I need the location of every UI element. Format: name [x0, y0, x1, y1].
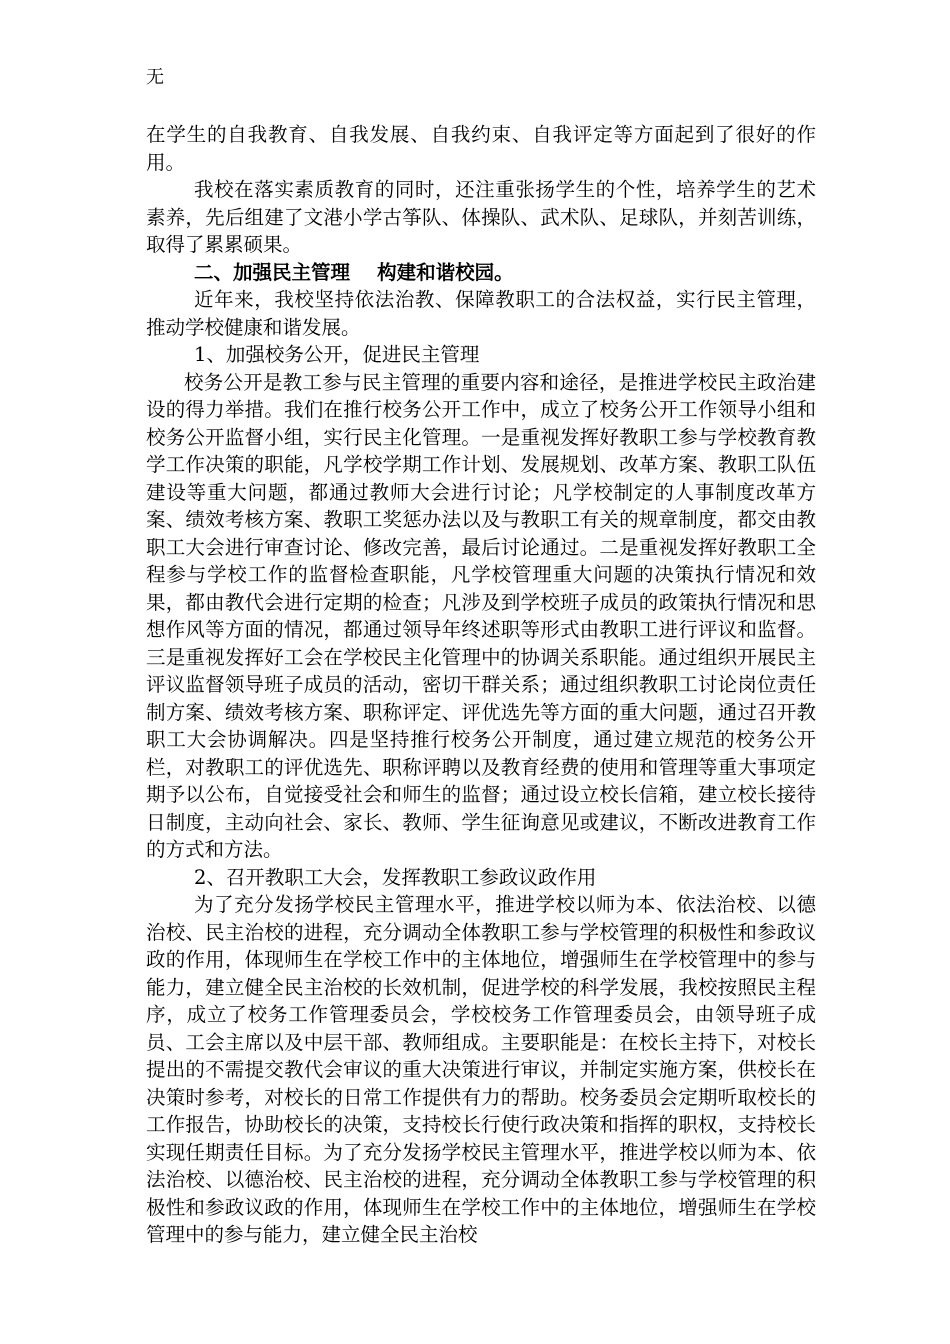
- paragraph-staff-congress: 为了充分发扬学校民主管理水平，推进学校以师为本、依法治校、以德治校、民主治校的进程，充分调动全体教职工参与学校管理的积极性和参政议政的作用，体现师生在学校工作中的主体地位，增强师生在学校管理中的参与能力，建立健全民主治校的长效机制，促进学校的科学发展，我校按照民主程序，成立了校务工作管理委员会，学校校务工作管理委员会，由领导班子成员、工会主席以及中层干部、教师组成。主要职能是：在校长主持下，对校长提出的不需提交教代会审议的重大决策进行审议，并制定实施方案，供校长在决策时参考，对校长的日常工作提供有力的帮助。校务委员会定期听取校长的工作报告，协助校长的决策，支持校长行使行政决策和指挥的职权，支持校长实现任期责任目标。为了充分发扬学校民主管理水平，推进学校以师为本、依法治校、以德治校、民主治校的进程，充分调动全体教职工参与学校管理的积极性和参政议政的作用，体现师生在学校工作中的主体地位，增强师生在学校管理中的参与能力，建立健全民主治校: [146, 893, 816, 1246]
- paragraph-student-self-education: 在学生的自我教育、自我发展、自我约束、自我评定等方面起到了很好的作用。: [146, 123, 816, 174]
- section-heading-democratic-management: 二、加强民主管理 构建和谐校园。: [194, 260, 514, 284]
- paragraph-school-affairs-openness: 校务公开是教工参与民主管理的重要内容和途径，是推进学校民主政治建设的得力举措。我们在推行校务公开工作中，成立了校务公开工作领导小组和校务公开监督小组，实行民主化管理。一是重视发挥好教职工参与学校教育教学工作决策的职能，凡学校学期工作计划、发展规划、改革方案、教职工队伍建设等重大问题，都通过教师大会进行讨论；凡学校制定的人事制度改革方案、绩效考核方案、教职工奖惩办法以及与教职工有关的规章制度，都交由教职工大会进行审查讨论、修改完善，最后讨论通过。二是重视发挥好教职工全程参与学校工作的监督检查职能，凡学校管理重大问题的决策执行情况和效果，都由教代会进行定期的检查；凡涉及到学校班子成员的政策执行情况和思想作风等方面的情况，都通过领导年终述职等形式由教职工进行评议和监督。三是重视发挥好工会在学校民主化管理中的协调关系职能。通过组织开展民主评议监督领导班子成员的活动，密切干群关系；通过组织教职工讨论岗位责任制方案、绩效考核方案、职称评定、评优选先等方面的重大问题，通过召开教职工大会协调解决。四是坚持推行校务公开制度，通过建立规范的校务公开栏，对教职工的评优选先、职称评聘以及教育经费的使用和管理等重大事项定期予以公布，自觉接受社会和师生的监督；通过设立校长信箱，建立校长接待日制度，主动向社会、家长、教师、学生征询意见或建议，不断改进教育工作的方式和方法。: [146, 370, 816, 861]
- subheading-staff-congress: 2、召开教职工大会，发挥教职工参政议政作用: [194, 865, 597, 889]
- page-header-mark: 无: [146, 67, 164, 88]
- paragraph-recent-years: 近年来，我校坚持依法治教、保障教职工的合法权益，实行民主管理，推动学校健康和谐发展。: [146, 288, 816, 339]
- paragraph-art-teams: 我校在落实素质教育的同时，还注重张扬学生的个性，培养学生的艺术素养，先后组建了文港小学古筝队、体操队、武术队、足球队，并刻苦训练，取得了累累硕果。: [146, 178, 816, 256]
- subheading-school-affairs-openness: 1、加强校务公开，促进民主管理: [194, 343, 480, 366]
- document-body: [146, 121, 816, 1249]
